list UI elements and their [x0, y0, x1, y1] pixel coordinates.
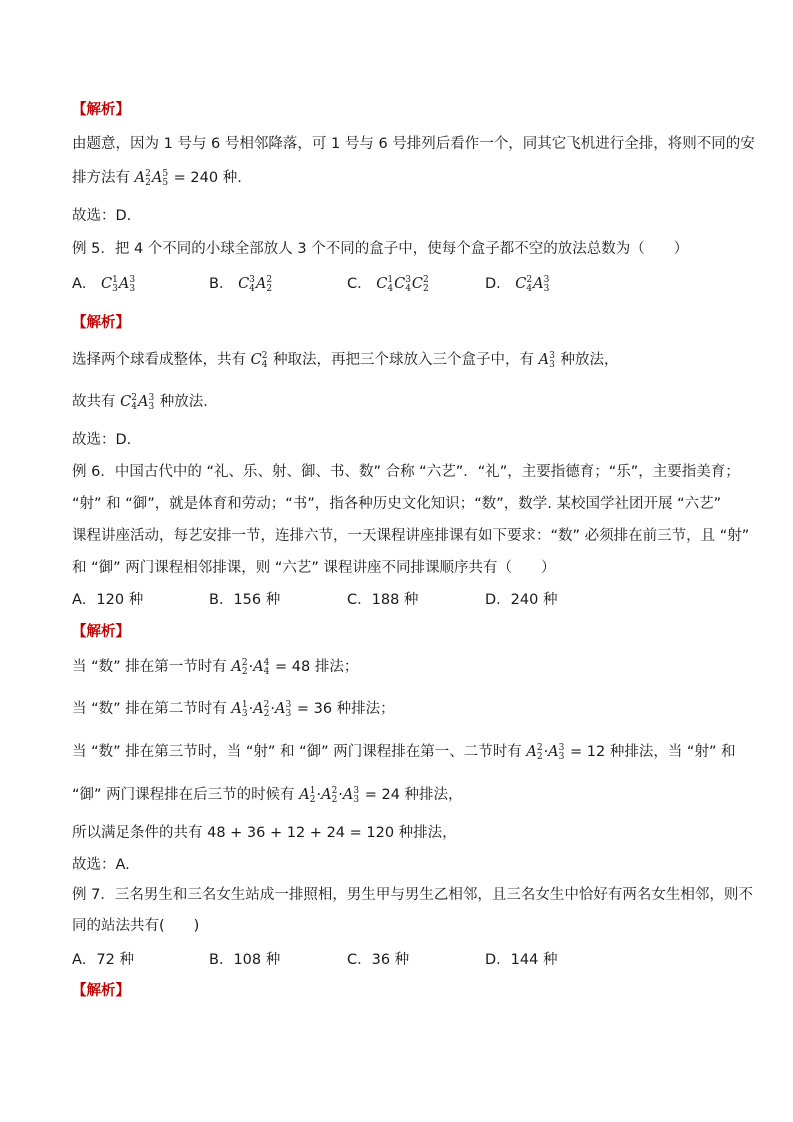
question-6-line-1: 例 6．中国古代中的 “礼、乐、射、御、书、数” 合称 “六艺”．“礼”，主要指德育；“乐”，主要指美育；	[72, 464, 740, 480]
q6-option-a: A．120 种	[72, 592, 144, 608]
q5-option-b: B． C 3 4 A 2 2	[209, 274, 273, 294]
analysis-heading-4: 【解析】	[72, 983, 130, 999]
solution-line-1: 当 “数” 排在第一节时有 A 2 2 ·A 4 4 = 48 排法；	[72, 657, 359, 677]
question-6-line-3: 课程讲座活动，每艺安排一节，连排六节，一天课程讲座排课有如下要求：“数” 必须排在前三节，且 “射”	[72, 528, 750, 544]
q6-option-d: D．240 种	[485, 592, 558, 608]
solution-line-4: “御” 两门课程排在后三节的时候有 A 1 2 ·A 2 2 ·A 3 3 = 24 种排法，	[72, 785, 463, 805]
analysis-text-2: 排方法有 A 2 2 A 5 5 = 240 种.	[72, 168, 242, 188]
question-7-line-1: 例 7．三名男生和三名女生站成一排照相，男生甲与男生乙相邻，且三名女生中恰好有两名女生相邻，则不	[72, 887, 753, 903]
q7-option-b: B．108 种	[209, 952, 281, 968]
question-6-line-4: 和 “御” 两门课程相邻排课，则 “六艺” 课程讲座不同排课顺序共有（ ）	[72, 560, 556, 576]
question-7-line-2: 同的站法共有( )	[72, 918, 200, 934]
answer-1: 故选：D.	[72, 208, 132, 224]
solution-line-2: 当 “数” 排在第二节时有 A 1 3 ·A 2 2 ·A 3 3 = 36 种排法；	[72, 699, 395, 719]
q7-option-a: A．72 种	[72, 952, 134, 968]
q6-option-c: C．188 种	[347, 592, 419, 608]
analysis-text-3: 选择两个球看成整体，共有 C 2 4 种取法，再把三个球放入三个盒子中，有 A 3 3 种放法，	[72, 350, 619, 370]
question-6-line-2: “射” 和 “御”，就是体育和劳动；“书”，指各种历史文化知识；“数”，数学. 某校国学社团开展 “六艺”	[72, 496, 722, 512]
solution-line-3: 当 “数” 排在第三节时，当 “射” 和 “御” 两门课程排在第一、二节时有 A 2 2 ·A 3 3 = 12 种排法，当 “射” 和	[72, 742, 736, 762]
question-5: 例 5．把 4 个不同的小球全部放人 3 个不同的盒子中，使每个盒子都不空的放法总数为（ ）	[72, 241, 689, 257]
analysis-heading-2: 【解析】	[72, 315, 130, 331]
analysis-heading-1: 【解析】	[72, 102, 130, 118]
analysis-text-4: 故共有 C 2 4 A 3 3 种放法.	[72, 392, 208, 412]
q5-option-d: D． C 2 4 A 3 3	[485, 274, 550, 294]
answer-2: 故选：D.	[72, 432, 132, 448]
q7-option-d: D．144 种	[485, 952, 558, 968]
q5-option-a: A． C 1 3 A 3 3	[72, 274, 136, 294]
analysis-text-1: 由题意，因为 1 号与 6 号相邻降落，可 1 号与 6 号排列后看作一个，同其它飞机进行全排，将则不同的安	[72, 136, 755, 152]
q7-option-c: C．36 种	[347, 952, 410, 968]
q6-option-b: B．156 种	[209, 592, 281, 608]
solution-line-5: 所以满足条件的共有 48 + 36 + 12 + 24 = 120 种排法，	[72, 825, 457, 841]
q5-option-c: C． C 1 4 C 3 4 C 2 2	[347, 274, 429, 294]
answer-3: 故选：A.	[72, 857, 130, 873]
analysis-heading-3: 【解析】	[72, 624, 130, 640]
